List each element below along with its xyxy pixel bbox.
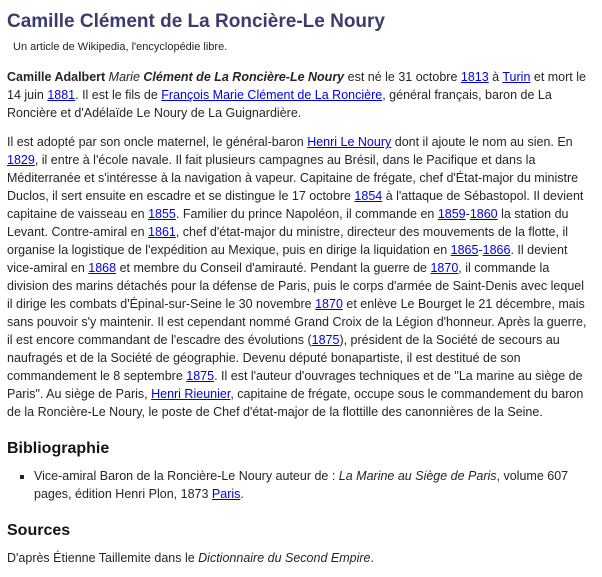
wiki-link[interactable]: 1866	[482, 243, 511, 258]
wiki-link[interactable]: Henri Rieunier	[151, 387, 231, 402]
wiki-link[interactable]: 1875	[311, 333, 340, 348]
text-run: à	[488, 70, 503, 85]
biography-paragraph	[7, 133, 593, 421]
text-run: , il commande la division des marins détachés pour la défense de Paris, puis le corps d'armée de Saint-Denis avec lequel il dirige les combats d'Épinal-sur-Seine le 30 novembre	[7, 261, 585, 312]
wiki-link[interactable]: 1881	[47, 88, 76, 103]
text-run: , il entre à l'école navale. Il fait plusieurs campagnes au Brésil, dans le Pacifique et dans la Méditerranée et s'intéresse à la navigation à vapeur. Capitaine de frégate, chef d'État-major du ministre Duclos, il sert ensuite en escadre et se distingue le 17 octobre	[7, 153, 579, 204]
text-run: , chef d'état-major du ministre, directeur des mouvements de la flotte, il organise la logistique de l'expédition au Mexique, puis en dirige la liquidation en	[7, 225, 569, 258]
wiki-link[interactable]: 1860	[469, 207, 498, 222]
wiki-link[interactable]: 1859	[437, 207, 466, 222]
wiki-link[interactable]: 1870	[430, 261, 459, 276]
text-run: , volume 607 pages, édition Henri Plon, 1873	[34, 469, 569, 502]
text-run: , capitaine de frégate, occupe sous le commandement du baron de la Roncière-Le Noury, le poste de Chef d'état-major de la flottille des canonnières de la Seine.	[7, 387, 584, 420]
wiki-link[interactable]: 1861	[148, 225, 176, 240]
wiki-link[interactable]: François Marie Clément de La Roncière	[161, 88, 383, 103]
text-run: et enlève Le Bourget le 21 décembre, mais sans pouvoir s'y maintenir. Il est cependant nommé Grand Croix de la Légion d'honneur. Après la guerre, il est encore commandant de l'escadre des évolutions (	[7, 297, 587, 348]
text-run: . Il devient vice-amiral en	[7, 243, 568, 276]
site-subtitle: Un article de Wikipedia, l'encyclopédie libre.	[13, 41, 228, 54]
text-run: ), président de la Société de secours au naufragés et de la Société de géographie. Devenu député bonapartiste, il est destitué de son commandement le 8 septembre	[7, 333, 560, 384]
text-run: Il est adopté par son oncle maternel, le général-baron	[7, 135, 308, 150]
wiki-link[interactable]: 1870	[315, 297, 343, 312]
text-run: et mort le 14 juin	[7, 70, 586, 103]
text-run: et membre du Conseil d'amirauté. Pendant la guerre de	[116, 261, 431, 276]
text-run: .	[370, 551, 374, 566]
text-run: , général français, baron de La Roncière et d'Adélaïde Le Noury de La Guignardière.	[7, 88, 552, 121]
text-run: Clément de La Roncière-Le Noury	[143, 70, 345, 85]
wiki-link[interactable]: 1854	[354, 189, 383, 204]
text-run: .	[240, 487, 244, 502]
text-run: . Il est le fils de	[75, 88, 162, 103]
wiki-link[interactable]: 1875	[186, 369, 215, 384]
text-run: D'après Étienne Taillemite dans le	[7, 551, 199, 566]
text-run: -	[478, 243, 483, 258]
sources-text	[7, 549, 593, 567]
wiki-link[interactable]: Paris	[211, 487, 241, 502]
text-run: Marie	[108, 70, 144, 85]
text-run: . Il est l'auteur d'ouvrages techniques et de "La marine au siège de Paris". Au siège de Paris,	[7, 369, 583, 402]
text-run: est né le 31 octobre	[344, 70, 461, 85]
wiki-link[interactable]: 1813	[460, 70, 489, 85]
text-run: . Familier du prince Napoléon, il commande en	[175, 207, 438, 222]
wiki-link[interactable]: 1829	[7, 153, 35, 168]
intro-paragraph	[7, 68, 593, 122]
text-run: Vice-amiral Baron de la Roncière-Le Noury auteur de :	[34, 469, 339, 484]
bibliography-item	[34, 467, 593, 503]
text-run: la station du Levant. Contre-amiral en	[7, 207, 569, 240]
wiki-link[interactable]: 1868	[88, 261, 117, 276]
wiki-link[interactable]: Henri Le Noury	[307, 135, 392, 150]
wiki-link[interactable]: Turin	[502, 70, 531, 85]
page-title: Camille Clément de La Roncière-Le Noury	[7, 11, 385, 32]
text-run: La Marine au Siège de Paris	[338, 469, 497, 484]
text-run: Camille Adalbert	[7, 70, 109, 85]
text-run: Dictionnaire du Second Empire	[198, 551, 371, 566]
bibliography-list	[7, 467, 593, 503]
text-run: à l'attaque de Sébastopol. Il devient capitaine de vaisseau en	[7, 189, 584, 222]
section-heading-sources: Sources	[7, 522, 71, 540]
wiki-link[interactable]: 1855	[148, 207, 176, 222]
text-run: -	[465, 207, 470, 222]
article-body	[7, 68, 593, 567]
section-heading-bibliographie: Bibliographie	[7, 440, 110, 458]
text-run: dont il ajoute le nom au sien. En	[391, 135, 573, 150]
wiki-link[interactable]: 1865	[450, 243, 479, 258]
